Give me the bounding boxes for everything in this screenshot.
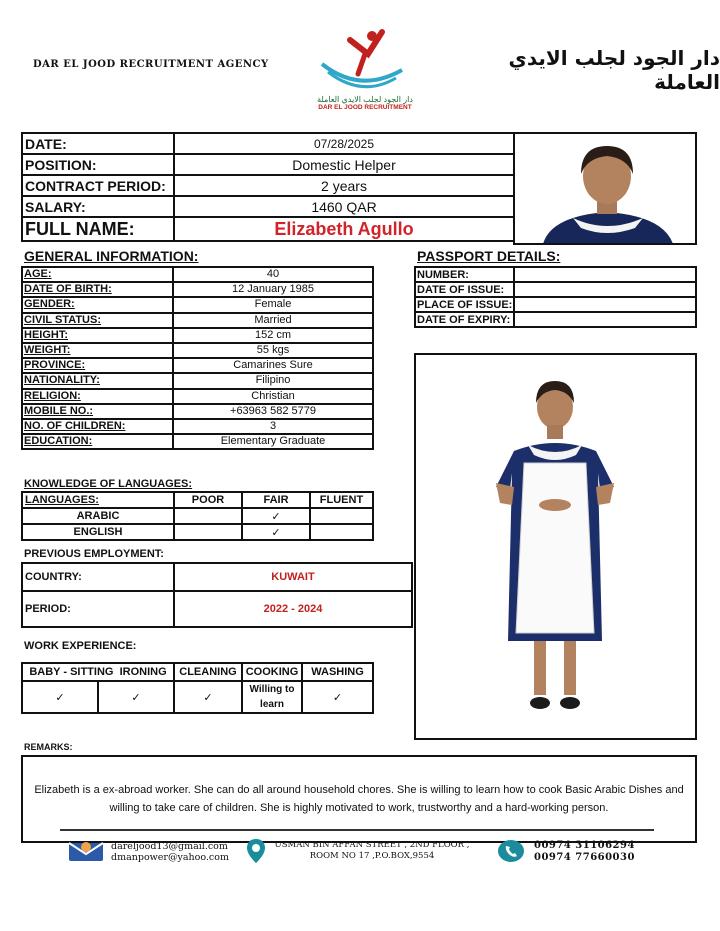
cleaning-value: ✓ [174, 681, 242, 713]
height-value: 152 cm [173, 328, 373, 343]
remarks-title: REMARKS: [24, 742, 73, 752]
language-name: ENGLISH [22, 524, 174, 540]
passport-issue-place-value [514, 297, 696, 312]
headshot-photo [513, 132, 697, 245]
footer-phones [534, 840, 635, 864]
passport-expiry-label: DATE OF EXPIRY: [415, 312, 514, 327]
work-experience-table [21, 662, 374, 714]
employment-title: PREVIOUS EMPLOYMENT: [24, 548, 164, 560]
phone-secondary[interactable]: 00974 77660030 [534, 852, 635, 863]
language-poor [174, 508, 242, 524]
education-value: Elementary Graduate [173, 434, 373, 449]
ironing-header: IRONING [119, 666, 167, 678]
weight-label: WEIGHT: [22, 343, 173, 358]
period-label: PERIOD: [22, 591, 174, 627]
phone-primary[interactable]: 00974 31106294 [534, 840, 635, 851]
country-value: KUWAIT [174, 563, 412, 591]
passport-issue-date-label: DATE OF ISSUE: [415, 282, 514, 297]
table-row [22, 434, 373, 449]
children-label: NO. OF CHILDREN: [22, 419, 173, 434]
table-row [22, 297, 373, 312]
washing-value: ✓ [302, 681, 373, 713]
ironing-value: ✓ [98, 681, 174, 713]
passport-number-label: NUMBER: [415, 267, 514, 282]
logo-text-en: DAR EL JOOD RECRUITMENT [318, 104, 412, 111]
table-row [415, 312, 696, 327]
languages-title: KNOWLEDGE OF LANGUAGES: [24, 478, 193, 490]
poor-header: POOR [174, 492, 242, 508]
fullname-value: Elizabeth Agullo [174, 217, 514, 241]
logo-text-ar: دار الجود لجلب الايدي العاملة [317, 95, 413, 104]
languages-header: LANGUAGES: [22, 492, 174, 508]
table-row [22, 419, 373, 434]
logo-figure-icon [310, 24, 420, 90]
language-poor [174, 524, 242, 540]
table-row [22, 358, 373, 373]
table-row [22, 328, 373, 343]
civil-status-value: Married [173, 313, 373, 328]
agency-name-en: DAR EL JOOD RECRUITMENT AGENCY [33, 59, 269, 70]
general-info-table [21, 266, 374, 450]
email-secondary[interactable]: dmanpower@yahoo.com [111, 852, 229, 863]
babysitting-value: ✓ [22, 681, 98, 713]
languages-table [21, 491, 374, 541]
salary-label: SALARY: [22, 196, 174, 217]
passport-expiry-value [514, 312, 696, 327]
contract-label: CONTRACT PERIOD: [22, 175, 174, 196]
table-row [22, 389, 373, 404]
address-line-1: USMAN BIN AFFAN STREET , 2ND FLOOR , [274, 840, 470, 850]
dob-label: DATE OF BIRTH: [22, 282, 173, 297]
country-label: COUNTRY: [22, 563, 174, 591]
date-label: DATE: [22, 133, 174, 154]
nationality-label: NATIONALITY: [22, 373, 173, 388]
washing-header: WASHING [302, 663, 373, 681]
passport-title: PASSPORT DETAILS: [417, 248, 561, 264]
cooking-value: Willing to learn [242, 681, 302, 713]
footer-emails [111, 841, 229, 863]
weight-value: 55 kgs [173, 343, 373, 358]
language-fluent [310, 524, 373, 540]
religion-label: RELIGION: [22, 389, 173, 404]
height-label: HEIGHT: [22, 328, 173, 343]
footer-address [272, 840, 472, 862]
table-row [22, 343, 373, 358]
table-row [22, 508, 373, 524]
phone-icon [497, 839, 525, 863]
table-row [22, 524, 373, 540]
work-title: WORK EXPERIENCE: [24, 640, 137, 652]
agency-name-ar: دار الجود لجلب الايدي العاملة [508, 46, 720, 94]
employment-table [21, 562, 413, 628]
table-row [22, 267, 373, 282]
table-row [22, 404, 373, 419]
summary-table [21, 132, 515, 242]
language-name: ARABIC [22, 508, 174, 524]
mobile-label: MOBILE NO.: [22, 404, 173, 419]
address-line-2: ROOM NO 17 ,P.O.BOX,9554 [309, 851, 435, 861]
mobile-value: +63963 582 5779 [173, 404, 373, 419]
table-row [22, 313, 373, 328]
passport-issue-place-label: PLACE OF ISSUE: [417, 298, 513, 311]
cleaning-header: CLEANING [174, 663, 242, 681]
age-value: 40 [173, 267, 373, 282]
fullname-label: FULL NAME: [22, 217, 174, 241]
civil-status-label: CIVIL STATUS: [22, 313, 173, 328]
province-label: PROVINCE: [22, 358, 173, 373]
passport-number-value [514, 267, 696, 282]
position-label: POSITION: [22, 154, 174, 175]
agency-logo [310, 24, 420, 111]
table-row [415, 267, 696, 282]
gender-label: GENDER: [22, 297, 173, 312]
language-fair: ✓ [242, 524, 310, 540]
fluent-header: FLUENT [310, 492, 373, 508]
remarks-text: Elizabeth is a ex-abroad worker. She can do all around household chores. She is willing to learn how to cook Basic Arabic Dishes and willing to take care of children. She is highly motivated to work, trustworthy and a hard-working person. [21, 755, 697, 843]
gender-value: Female [173, 297, 373, 312]
period-value: 2022 - 2024 [174, 591, 412, 627]
passport-table [414, 266, 697, 328]
email-icon [68, 840, 104, 862]
nationality-value: Filipino [173, 373, 373, 388]
passport-issue-date-value [514, 282, 696, 297]
contract-value: 2 years [174, 175, 514, 196]
children-value: 3 [173, 419, 373, 434]
religion-value: Christian [173, 389, 373, 404]
age-label: AGE: [22, 267, 173, 282]
cooking-header: COOKING [242, 663, 302, 681]
language-fair: ✓ [242, 508, 310, 524]
work-header-cell [22, 663, 174, 681]
table-row [22, 282, 373, 297]
date-value: 07/28/2025 [174, 133, 514, 154]
province-value: Camarines Sure [173, 358, 373, 373]
table-row [22, 373, 373, 388]
fair-header: FAIR [242, 492, 310, 508]
full-body-photo [414, 353, 697, 740]
location-pin-icon [246, 838, 266, 864]
table-row [415, 297, 696, 312]
babysitting-header: BABY - SITTING [29, 666, 114, 678]
language-fluent [310, 508, 373, 524]
general-info-title: GENERAL INFORMATION: [24, 248, 199, 264]
table-row [415, 282, 696, 297]
footer-divider [60, 829, 654, 831]
position-value: Domestic Helper [174, 154, 514, 175]
email-primary[interactable]: dareljood13@gmail.com [111, 841, 228, 852]
education-label: EDUCATION: [22, 434, 173, 449]
dob-value: 12 January 1985 [173, 282, 373, 297]
salary-value: 1460 QAR [174, 196, 514, 217]
